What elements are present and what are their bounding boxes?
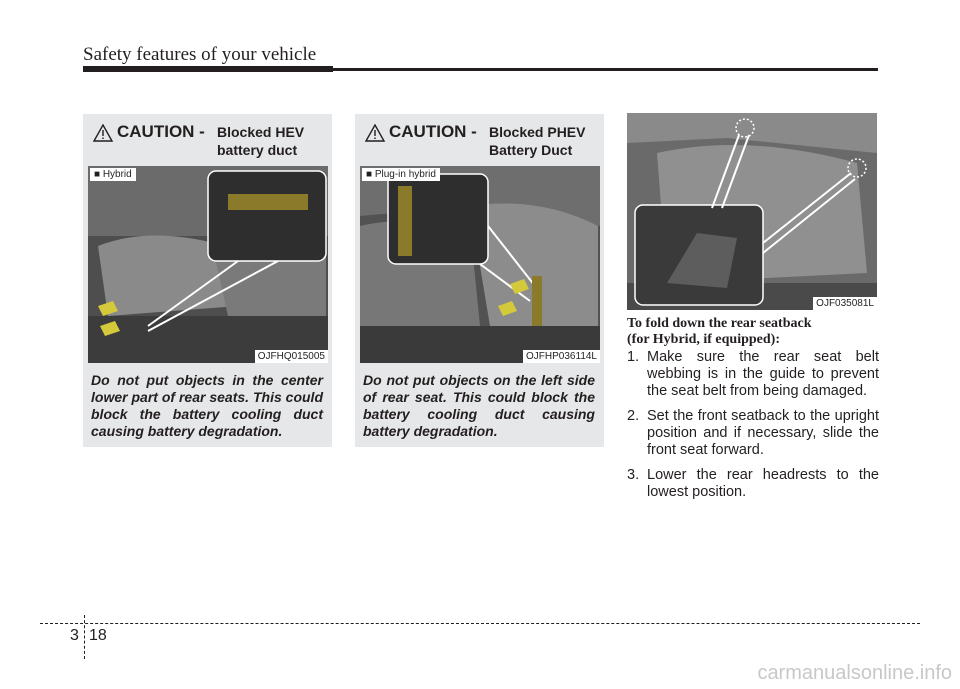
caution-label: CAUTION - — [117, 122, 205, 141]
step-number: 3. — [627, 467, 640, 483]
caution-text: Do not put objects on the left side of rear seat. This could block the battery cooling duct causing battery degradation. — [363, 372, 595, 439]
rear-seat-photo-hybrid — [88, 166, 328, 363]
step-number: 1. — [627, 349, 640, 365]
step-text: Make sure the rear seat belt webbing is in the guide to prevent the seat belt from being damaged. — [647, 349, 879, 399]
caution-box-phev — [355, 114, 604, 447]
caution-label: CAUTION - — [389, 122, 477, 141]
caution-subtitle-2: Battery Duct — [489, 142, 573, 158]
footer-rule — [40, 623, 920, 624]
list-item — [627, 408, 879, 459]
photo-tag-plugin-hybrid: ■ Plug-in hybrid — [362, 168, 440, 181]
seat-belt-guide-illustration — [627, 113, 877, 310]
chapter-number: 3 — [70, 627, 79, 644]
list-item — [627, 467, 879, 501]
photo-code: OJFHQ015005 — [255, 350, 328, 363]
warning-triangle-icon — [93, 124, 113, 142]
section-heading-line-1: To fold down the rear seatback — [627, 316, 812, 331]
section-heading-line-2: (for Hybrid, if equipped): — [627, 332, 780, 347]
photo-tag-hybrid: ■ Hybrid — [90, 168, 136, 181]
watermark: carmanualsonline.info — [757, 662, 952, 684]
step-text: Lower the rear headrests to the lowest position. — [647, 467, 879, 500]
caution-text: Do not put objects in the center lower part of rear seats. This could block the battery cooling duct causing battery degradation. — [91, 372, 323, 439]
step-text: Set the front seatback to the upright position and if necessary, slide the front seat forward. — [647, 408, 879, 458]
footer-divider — [84, 615, 85, 659]
page-number: 18 — [89, 627, 107, 644]
header-rule-accent — [83, 66, 333, 72]
list-item — [627, 349, 879, 400]
rear-seat-illustration — [88, 166, 328, 363]
caution-subtitle-2: battery duct — [217, 142, 298, 158]
caution-subtitle-1: Blocked HEV — [217, 124, 305, 140]
warning-triangle-icon — [365, 124, 385, 142]
page-header-title: Safety features of your vehicle — [83, 44, 317, 65]
photo-code: OJF035081L — [813, 297, 877, 310]
fold-steps-list — [627, 349, 879, 509]
photo-code: OJFHP036114L — [523, 350, 600, 363]
section-heading — [627, 316, 879, 348]
caution-subtitle-1: Blocked PHEV — [489, 124, 586, 140]
rear-seat-photo-plugin-hybrid — [360, 166, 600, 363]
caution-box-hev — [83, 114, 332, 447]
rear-seat-illustration — [360, 166, 600, 363]
rear-seat-belt-guide-photo — [627, 113, 877, 310]
step-number: 2. — [627, 408, 640, 424]
